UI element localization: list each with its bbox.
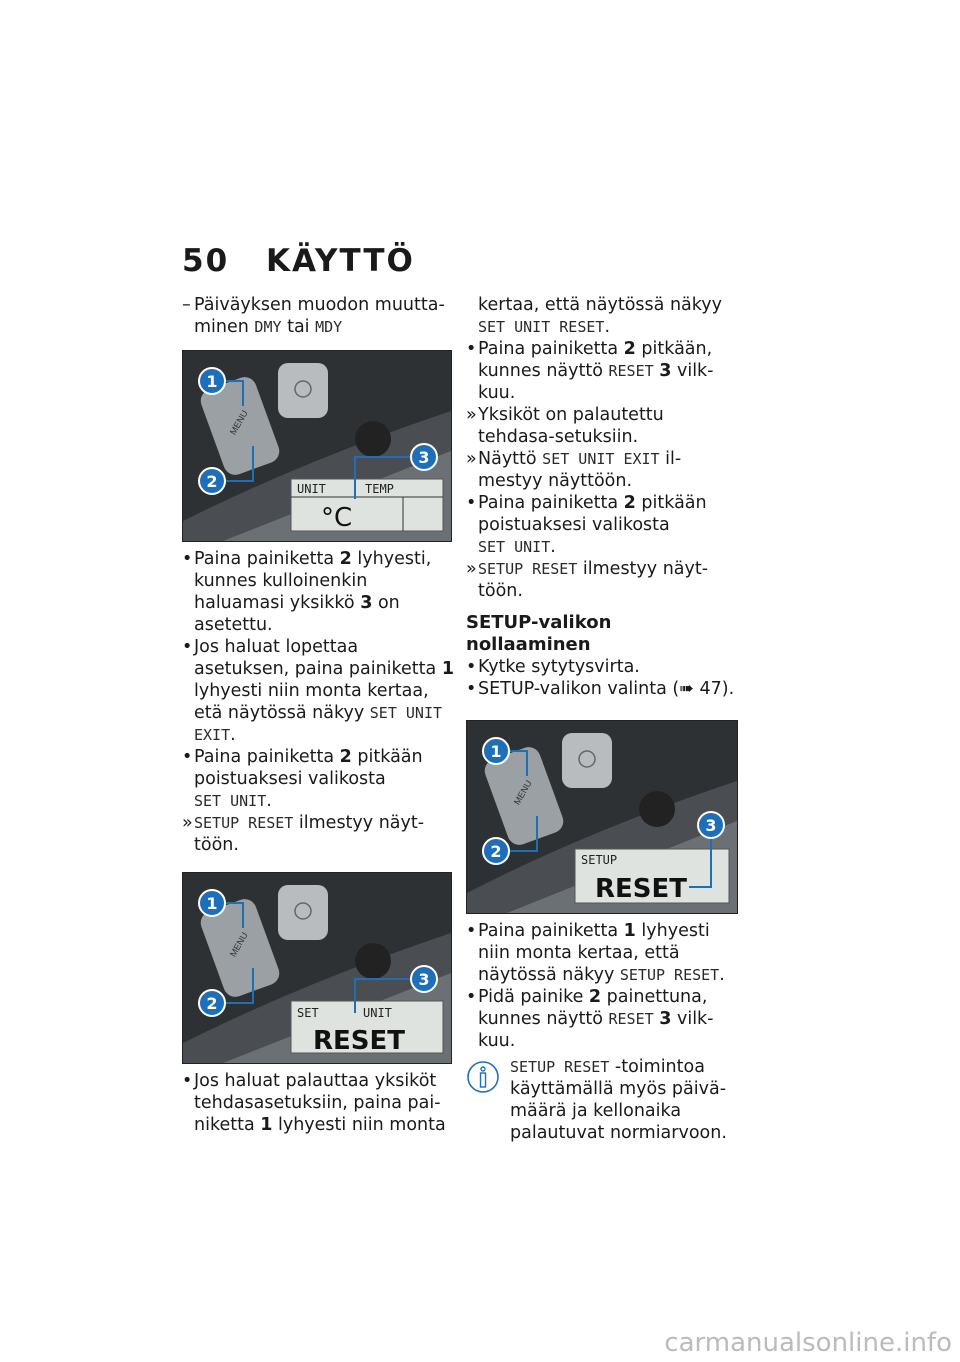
section-heading: SETUP-valikon nollaaminen [466,612,612,655]
bullet-marker: • [182,549,193,569]
bullet-marker: • [466,679,477,699]
dash-item-date-format: – Päiväyksen muodon muutta- minen DMY tai MDY [182,295,445,337]
left-column [182,294,454,1136]
menu-button-label: MENU [227,408,250,437]
result-marker: » [466,405,477,425]
result-marker: » [466,559,477,579]
bullet-item: • Paina painiketta 2 pitkään, kunnes näyttö RESET 3 vilk-kuu. [466,339,714,403]
result-item: » SETUP RESET ilmestyy näyt-töön. [182,813,425,855]
svg-text:3: 3 [418,448,430,467]
svg-text:1: 1 [206,372,218,391]
result-marker: » [182,813,193,833]
result-item: » Näyttö SET UNIT EXIT il-mestyy näyttöön. [466,449,682,491]
watermark: carmanualsonline.info [664,1328,952,1358]
bullet-marker: • [466,339,477,359]
figure-set-unit-reset [182,872,452,1064]
bullet-marker: • [182,747,193,767]
dash-marker: – [182,295,191,315]
svg-text:1: 1 [206,894,218,913]
page-header [182,243,415,279]
lcd-label-unit: UNIT [363,1006,392,1020]
bullet-item: • Paina painiketta 2 pitkään poistuaksesi valikosta SET UNIT. [466,493,707,557]
info-icon [466,1060,500,1094]
lcd-main-value: RESET [595,874,688,904]
bullet-marker: • [466,921,477,941]
lcd-label-set: SET [297,1006,319,1020]
page-number: 50 [182,243,230,279]
right-column [466,294,742,1144]
menu-button-label: MENU [227,930,250,959]
figure-unit-temp [182,350,452,542]
svg-text:1: 1 [490,742,502,761]
bullet-item: • Jos haluat palauttaa yksiköt tehdasasetuksiin, paina pai-niketta 1 lyhyesti niin monta [182,1071,446,1135]
cockpit-photo-2 [183,873,451,1063]
bullet-item: • Paina painiketta 1 lyhyesti niin monta kertaa, että näytössä näkyy SETUP RESET. [466,921,725,985]
svg-text:2: 2 [206,472,218,491]
bullet-marker: • [182,1071,193,1091]
lcd-label-unit: UNIT [297,482,326,496]
svg-text:3: 3 [705,816,717,835]
svg-text:2: 2 [206,994,218,1013]
lcd-label-setup: SETUP [581,853,618,867]
continued-text: kertaa, että näytössä näkyy SET UNIT RESET. [478,295,722,337]
bullet-item: • Paina painiketta 2 lyhyesti, kunnes kulloinenkin haluamasi yksikkö 3 on asetettu. [182,549,432,635]
lcd-main-value: RESET [313,1026,406,1056]
svg-text:3: 3 [418,970,430,989]
page-title: KÄYTTÖ [266,243,415,279]
info-note: SETUP RESET -toimintoa käyttämällä myös päivä-määrä ja kellonaika palautuvat normiarvoon. [466,1056,742,1144]
result-marker: » [466,449,477,469]
cockpit-photo-3 [467,721,737,913]
svg-text:2: 2 [490,842,502,861]
bullet-item: • Jos haluat lopettaa asetuksen, paina painiketta 1 lyhyesti niin monta kertaa, etä näytössä näkyy SET UNIT EXIT. [182,637,454,745]
result-item: » Yksiköt on palautettu tehdasa-setuksiin. [466,405,664,447]
bullet-marker: • [466,493,477,513]
figure-setup-reset [466,720,738,914]
bullet-marker: • [182,637,193,657]
bullet-item: • Pidä painike 2 painettuna, kunnes näyttö RESET 3 vilk-kuu. [466,987,714,1051]
lcd-main-value: °C [321,503,353,533]
cockpit-photo-1 [183,351,451,541]
bullet-item: • Paina painiketta 2 pitkään poistuaksesi valikosta SET UNIT. [182,747,423,811]
result-item: » SETUP RESET ilmestyy näyt-töön. [466,559,709,601]
bullet-marker: • [466,987,477,1007]
bullet-item: • Kytke sytytysvirta. [466,657,640,677]
lcd-label-temp: TEMP [365,482,394,496]
bullet-marker: • [466,657,477,677]
menu-button-label: MENU [511,778,534,807]
bullet-item: • SETUP-valikon valinta (➠ 47). [466,679,735,699]
page-ref-arrow-icon: ➠ [679,679,694,699]
